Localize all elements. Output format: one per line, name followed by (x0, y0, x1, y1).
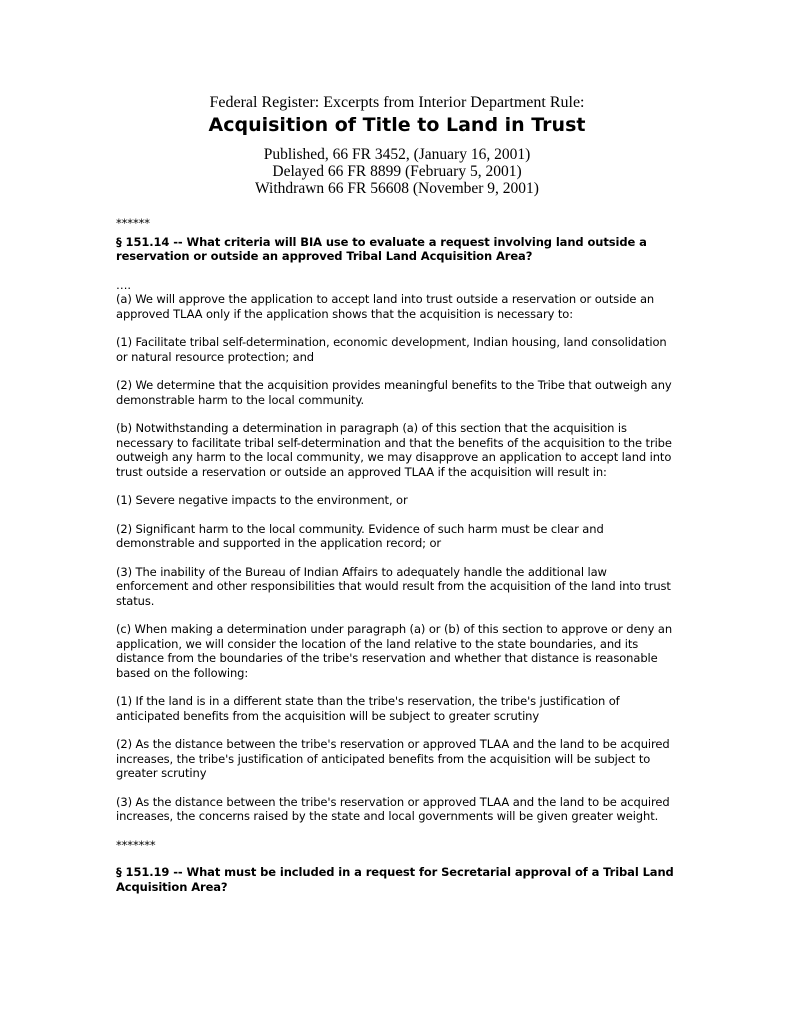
separator: ******* (116, 837, 156, 852)
paragraph: (2) We determine that the acquisition provides meaningful benefits to the Tribe that outweigh any demonstrable harm to the local community. (116, 378, 672, 407)
section-heading-151-19: § 151.19 -- What must be included in a request for Secretarial approval of a Tribal Land Acquisition Area? (116, 865, 674, 894)
document-header (116, 94, 678, 197)
paragraph: (c) When making a determination under paragraph (a) or (b) of this section to approve or deny an application, we will consider the location of the land relative to the state boundaries, and its distance from the boundaries of the tribe's reservation and whether that distance is reasonable based on the following: (116, 622, 673, 680)
paragraph: (1) Facilitate tribal self-determination, economic development, Indian housing, land consolidation or natural resource protection; and (116, 335, 667, 364)
withdrawn-line: Withdrawn 66 FR 56608 (November 9, 2001) (255, 180, 539, 197)
document-title: Acquisition of Title to Land in Trust (208, 114, 586, 136)
paragraph: (a) We will approve the application to accept land into trust outside a reservation or outside an approved TLAA only if the application shows that the acquisition is necessary to: (116, 292, 655, 321)
paragraph: (3) As the distance between the tribe's reservation or approved TLAA and the land to be acquired increases, the concerns raised by the state and local governments will be given greater weight. (116, 794, 670, 823)
document-page (116, 94, 678, 908)
separator: ****** (116, 216, 150, 230)
published-line: Published, 66 FR 3452, (January 16, 2001) (263, 146, 531, 163)
paragraph: (b) Notwithstanding a determination in paragraph (a) of this section that the acquisition is necessary to facilitate tribal self-determination and that the benefits of the acquisition to the tribe outweigh any harm to the local community, we may disapprove an application to accept land into trust outside a reservation or outside an approved TLAA if the acquisition will result in: (116, 421, 672, 479)
paragraph: (1) If the land is in a different state than the tribe's reservation, the tribe's justification of anticipated benefits from the acquisition will be subject to greater scrutiny (116, 694, 620, 723)
paragraph: (2) As the distance between the tribe's reservation or approved TLAA and the land to be acquired increases, the tribe's justification of anticipated benefits from the acquisition will be subject to greater scrutiny (116, 737, 670, 780)
register-line: Federal Register: Excerpts from Interior Department Rule: (209, 94, 585, 111)
delayed-line: Delayed 66 FR 8899 (February 5, 2001) (272, 163, 522, 180)
paragraph: (3) The inability of the Bureau of Indian Affairs to adequately handle the additional law enforcement and other responsibilities that would result from the acquisition of the land into trust status. (116, 564, 671, 608)
paragraph: (1) Severe negative impacts to the environment, or (116, 493, 408, 507)
document-body (116, 216, 678, 894)
ellipsis: …. (116, 277, 131, 292)
paragraph: (2) Significant harm to the local community. Evidence of such harm must be clear and demonstrable and supported in the application record; or (116, 521, 604, 550)
section-heading-151-14: § 151.14 -- What criteria will BIA use to evaluate a request involving land outside a reservation or outside an approved Tribal Land Acquisition Area? (116, 234, 647, 263)
